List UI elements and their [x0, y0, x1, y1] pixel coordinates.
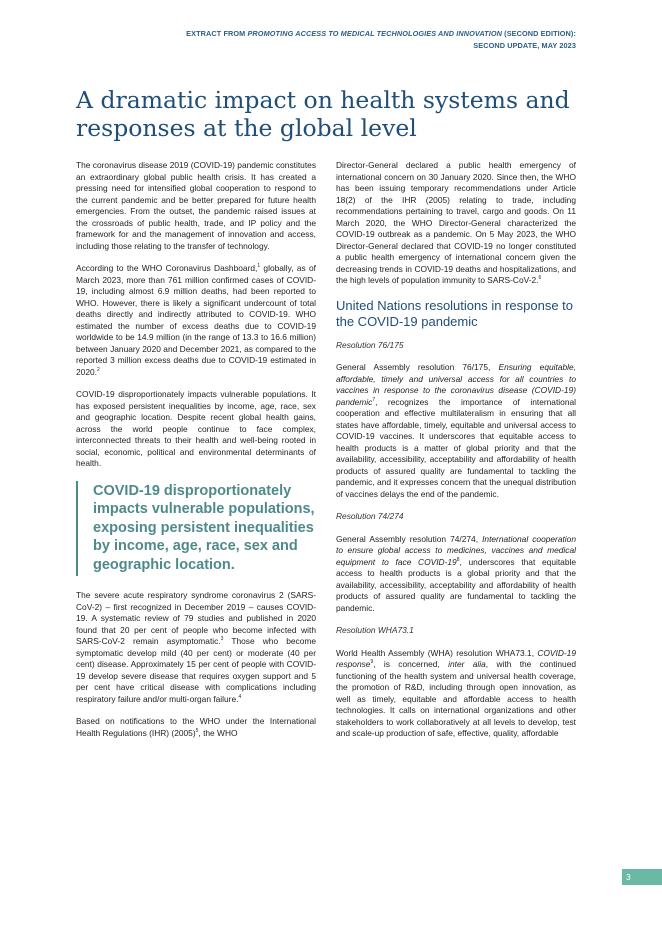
text-run: globally, as of March 2023, more than 761 million confirmed cases of COVID-19, including almost 6.9 million deaths, had been reported to WHO. However, there is likely a significant undercount of total deaths directly and indirectly attributed to COVID-19. WHO estimated the number of excess deaths due to COVID-19 worldwide to be 14.9 million (in the range of 13.3 to 16.6 million) between January 2020 and December 2021, as compared to the reported 3 million excess deaths due to COVID-19 estimated in 2020.	[76, 263, 316, 377]
text-run: Based on notifications to the WHO under the International Health Regulations (IHR) (2005)	[76, 716, 316, 738]
resolution-76-175-paragraph	[336, 362, 576, 500]
section-heading: United Nations resolutions in response to the COVID-19 pandemic	[336, 297, 574, 329]
resolution-74-274-paragraph	[336, 534, 576, 615]
dashboard-paragraph	[76, 263, 316, 378]
page-title: A dramatic impact on health systems and responses at the global level	[76, 86, 570, 142]
resolution-title: International cooperation to ensure global access to medicines, vaccines and medical equipment to face COVID-19	[336, 533, 576, 567]
pheic-paragraph	[336, 160, 576, 287]
text-run: Director-General declared a public health emergency of international concern on 30 January 2020. Since then, the WHO has been issuing temporary recommendations under Article 18(2) of the IHR (2005) relating to trade, including recommendations pertaining to travel, cargo and goods. On 11 March 2020, the WHO Director-General characterized the COVID-19 outbreak as a pandemic. On 5 May 2023, the WHO Director-General declared that COVID-19 no longer constituted a public health emergency of international concern given the decreasing trends in COVID-19 deaths and hospitalizations, and the high levels of population immunity to SARS-CoV-2.	[336, 160, 576, 285]
footnote-ref: 4	[238, 693, 242, 700]
footnote-ref: 1	[257, 263, 261, 270]
text-run: General Assembly resolution 74/274,	[336, 533, 483, 544]
page-number: 3	[622, 869, 662, 885]
text-run: , recognizes the importance of international cooperation and effective multilateralism in ensuring that all states have affordable, timely, equitable and universal access to COVID-19 vaccines. It underscores that equitable access to health products is a matter of global priority and that the availability, accessibility, acceptability and affordability of health products of assured quality are fundamental to tackling the pandemic, and it expresses concern that the unequal distribution of vaccines delays the end of the pandemic.	[336, 396, 576, 499]
resolution-wha73-1-paragraph	[336, 648, 576, 740]
footnote-ref: 7	[372, 396, 376, 403]
header-suffix: (SECOND EDITION):	[502, 29, 576, 38]
footnote-ref: 5	[195, 727, 199, 734]
text-run: World Health Assembly (WHA) resolution WHA73.1,	[336, 647, 538, 658]
footnote-ref: 8	[456, 556, 460, 563]
right-column	[336, 160, 576, 751]
text-run: , the WHO	[198, 727, 238, 738]
header-publication-title: PROMOTING ACCESS TO MEDICAL TECHNOLOGIES AND INNOVATION	[247, 29, 503, 38]
text-run: , underscores that equitable access to health products is a global priority and that the availability, accessibility, acceptability and affordability of health products of assured quality are fundamental to tackling the pandemic.	[336, 556, 576, 613]
resolution-label: Resolution 74/274	[336, 511, 404, 521]
left-column	[76, 160, 316, 750]
ihr-paragraph	[76, 716, 316, 739]
header-line-1	[186, 28, 576, 40]
sars-cov-2-paragraph	[76, 590, 316, 705]
footnote-ref: 2	[96, 366, 100, 373]
text-run: , with the continued functioning of the health system and universal health coverage, the promotion of R&D, including through open innovation, as well as timely, equitable and affordable access to health technologies. It calls on international organizations and other stakeholders to work collaboratively at all levels to develop, test and scale-up production of safe, effective, quality, affordable	[336, 659, 577, 738]
resolution-title: Ensuring equitable, affordable, timely and universal access for all countries to vaccines in response to the coronavirus disease (COVID-19) pandemic	[336, 362, 577, 407]
header-prefix: EXTRACT FROM	[186, 29, 248, 38]
resolution-label: Resolution WHA73.1	[336, 625, 414, 635]
pull-quote	[76, 481, 316, 577]
header-line-2: SECOND UPDATE, MAY 2023	[473, 41, 576, 50]
text-run: , is concerned,	[373, 659, 449, 669]
text-run: According to the WHO Coronavirus Dashboard,	[76, 263, 258, 273]
footnote-ref: 3	[220, 636, 224, 643]
resolution-title: COVID-19 response	[336, 647, 576, 669]
text-run: Those who become symptomatic develop mild (40 per cent) or moderate (40 per cent) disease. Approximately 15 per cent of people with COVID-19 develop severe disease that requires oxygen support and 5 per cent have critical disease with complications including respiratory failure and/or multi-organ failure.	[76, 636, 316, 704]
footnote-ref: 9	[370, 659, 374, 666]
text-run: General Assembly resolution 76/175,	[336, 362, 499, 372]
footnote-ref: 6	[538, 275, 542, 282]
resolution-label: Resolution 76/175	[336, 339, 404, 350]
pull-quote-text: COVID-19 disproportionately impacts vulnerable populations, exposing persistent inequalities by income, age, race, sex and geographic location.	[93, 482, 315, 573]
text-run: The severe acute respiratory syndrome coronavirus 2 (SARS-CoV-2) – first recognized in December 2019 – causes COVID-19. A systematic review of 79 studies and published in 2020 found that 20 per cent of people who become infected with SARS-CoV-2 remain asymptomatic.	[76, 590, 316, 646]
inequality-paragraph: COVID-19 disproportionately impacts vulnerable populations. It has exposed persistent inequalities by income, age, race, sex and geographic location. Despite recent global health gains, across the world people continue to face complex, interconnected threats to their health and well-being rooted in social, economic, political and environmental determinants of health.	[76, 389, 316, 468]
page-header	[186, 28, 576, 52]
intro-paragraph: The coronavirus disease 2019 (COVID-19) pandemic constitutes an extraordinary global public health crisis. It has created a pressing need for intensified global cooperation to respond to the current pandemic and be better prepared for future health emergencies. From the outset, the pandemic raised issues at the crossroads of public health, trade, and IP policy and the framework for and the management of innovation and access, including those relating to the transfer of technology.	[76, 160, 316, 251]
text-run: inter alia	[448, 659, 486, 669]
